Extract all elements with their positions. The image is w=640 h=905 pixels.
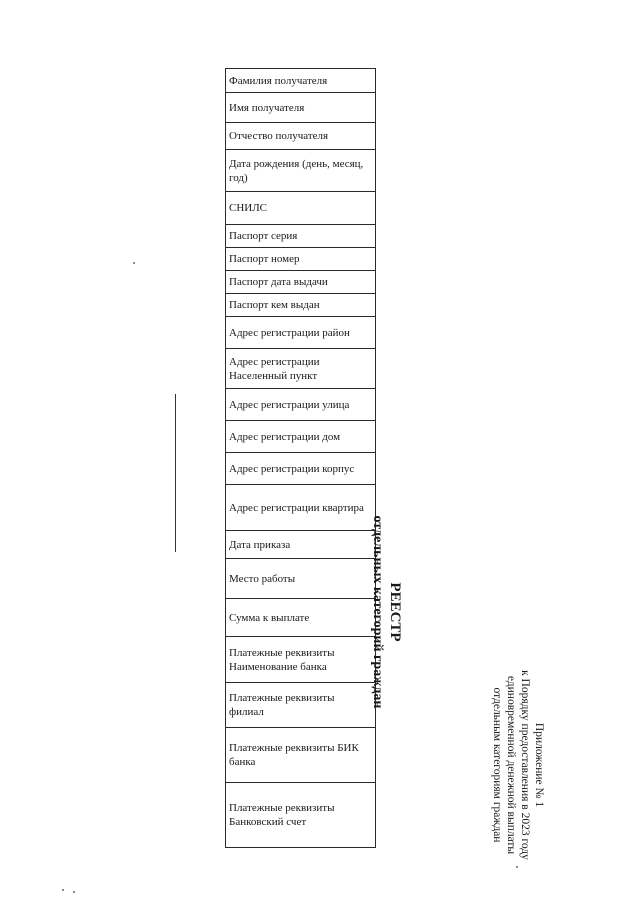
table-row (226, 123, 375, 150)
table-row (226, 271, 375, 294)
table-row (226, 728, 375, 783)
annex-line-2: к Порядку предоставления в 2023 году (519, 670, 531, 860)
row-label: Адрес регистрации корпус (229, 462, 355, 475)
table-row (226, 248, 375, 271)
table-row (226, 150, 375, 192)
annex-note (482, 650, 546, 880)
row-label: Паспорт номер (229, 253, 300, 265)
row-label: Имя получателя (229, 101, 305, 114)
table-row (226, 349, 375, 389)
table-row (226, 599, 375, 637)
row-label: Место работы (229, 572, 296, 585)
row-label: Паспорт серия (229, 230, 298, 242)
row-label: СНИЛС (229, 202, 268, 214)
row-label: Паспорт дата выдачи (229, 276, 328, 288)
table-row (226, 531, 375, 559)
table-row (226, 453, 375, 485)
row-label: Дата рождения (день, месяц, год) (229, 157, 364, 184)
table-row (226, 389, 375, 421)
registry-title (364, 472, 404, 752)
scan-speck (516, 866, 518, 868)
table-row (226, 421, 375, 453)
title-line-2: отдельных категорий граждан (370, 515, 385, 709)
scan-speck (73, 891, 75, 893)
row-label: Паспорт кем выдан (229, 299, 320, 311)
row-label: Адрес регистрации дом (229, 430, 341, 443)
table-row (226, 485, 375, 531)
table-row (226, 637, 375, 683)
title-line-1: РЕЕСТР (387, 582, 403, 642)
row-label: Адрес регистрации квартира (229, 501, 364, 514)
annex-line-4: отдельным категориям граждан (491, 687, 503, 843)
table-row (226, 559, 375, 599)
row-label: Сумма к выплате (229, 611, 310, 624)
scan-speck (62, 889, 64, 891)
registry-table (225, 68, 376, 848)
row-label: Платежные реквизиты филиал (229, 692, 335, 718)
table-row (226, 225, 375, 248)
row-label: Адрес регистрации улица (229, 398, 350, 411)
row-label: Фамилия получателя (229, 74, 328, 87)
table-row (226, 783, 375, 847)
row-label: Адрес регистрации район (229, 326, 350, 339)
row-label: Платежные реквизиты БИК банка (229, 742, 359, 768)
scan-speck (133, 262, 135, 264)
row-label: Дата приказа (229, 538, 291, 551)
table-row (226, 317, 375, 349)
table-row (226, 69, 375, 93)
table-row (226, 294, 375, 317)
row-label: Отчество получателя (229, 130, 329, 142)
margin-line (175, 394, 176, 552)
table-row (226, 192, 375, 225)
row-label: Адрес регистрации Населенный пункт (229, 355, 320, 382)
table-row (226, 683, 375, 728)
row-label: Платежные реквизиты Банковский счет (229, 802, 335, 828)
row-label: Платежные реквизиты Наименование банка (229, 646, 335, 673)
annex-line-3: единовременной денежной выплаты (505, 675, 517, 855)
table-row (226, 93, 375, 123)
annex-line-1: Приложение № 1 (533, 722, 545, 808)
